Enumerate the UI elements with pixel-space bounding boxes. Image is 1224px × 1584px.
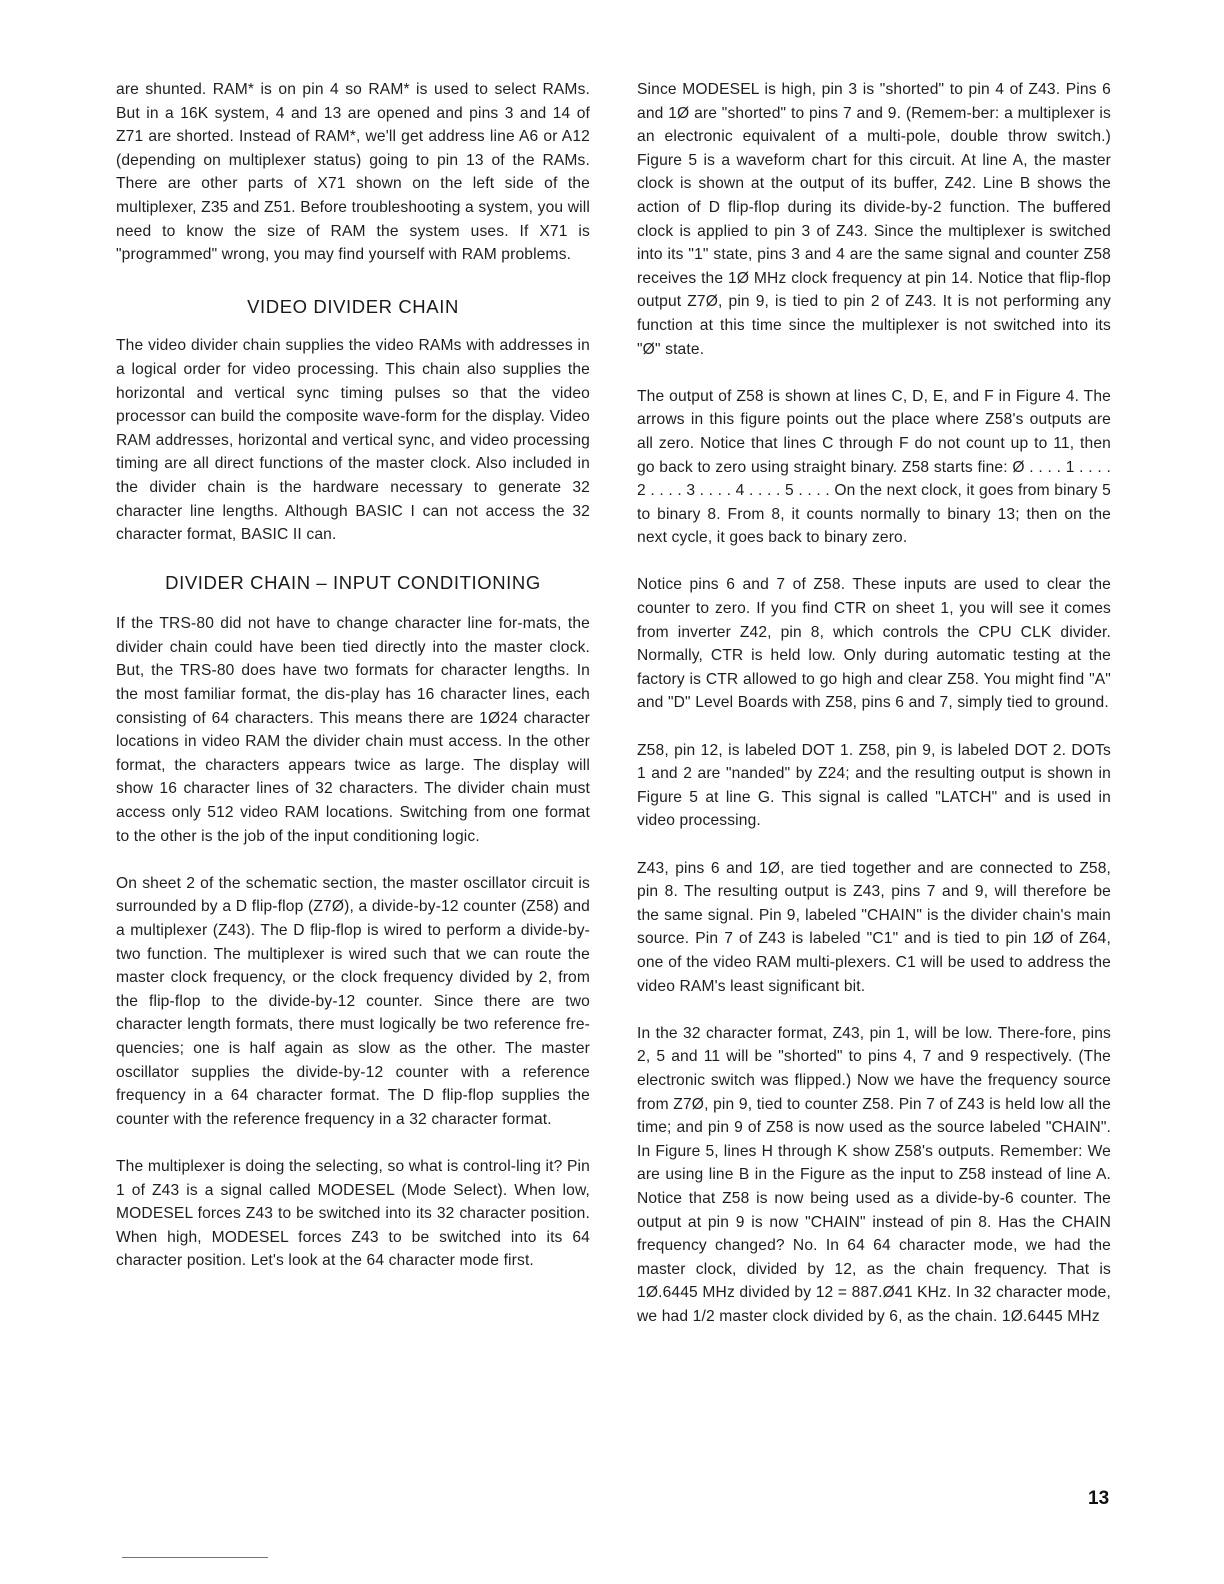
ctr-clear-paragraph: Notice pins 6 and 7 of Z58. These inputs are used to clear the counter to zero. If you find CTR on sheet 1, you will see it comes from inverter Z42, pin 8, which controls the CPU CLK divider. Normally, CTR is held low. Only during automatic testing at the factory is CTR allowed to go high and clear Z58. You might find "A" and "D" Level Boards with Z58, pins 6 and 7, simply tied to ground. (637, 576, 1111, 712)
right-column (637, 78, 1111, 1328)
modesel-paragraph: Since MODESEL is high, pin 3 is "shorted" to pin 4 of Z43. Pins 6 and 1Ø are "shorted" to pins 7 and 9. (Remem-ber: a multiplexer is an electronic equivalent of a multi-pole, double throw switch.) Figure 5 is a waveform chart for this circuit. At line A, the master clock is shown at the output of its buffer, Z42. Line B shows the action of D flip-flop during its divide-by-2 function. The buffered clock is applied to pin 3 of Z43. Since the multiplexer is switched into its "1" state, pins 3 and 4 are the same signal and counter Z58 receives the 1Ø MHz clock frequency at pin 14. Notice that flip-flop output Z7Ø, pin 9, is tied to pin 2 of Z43. It is not performing any function at this time since the multiplexer is not switched into its "Ø" state. (637, 81, 1111, 358)
dot-latch-paragraph: Z58, pin 12, is labeled DOT 1. Z58, pin 9, is labeled DOT 2. DOTs 1 and 2 are "nanded" by Z24; and the resulting output is shown in Figure 5 at line G. This signal is called "LATCH" and is used in video processing. (637, 741, 1111, 830)
page-number: 13 (1088, 1488, 1110, 1509)
chain-source-paragraph: Z43, pins 6 and 1Ø, are tied together and are connected to Z58, pin 8. The resulting output is Z43, pins 7 and 9, will therefore be the same signal. Pin 9, labeled "CHAIN" is the divider chain's main source. Pin 7 of Z43 is labeled "C1" and is tied to pin 1Ø of Z64, one of the video RAM multi-plexers. C1 will be used to address the video RAM's least significant bit. (637, 859, 1111, 995)
left-column (116, 78, 590, 1273)
footer-rule (122, 1557, 268, 1558)
section-heading-video-divider-chain: VIDEO DIVIDER CHAIN (247, 296, 459, 318)
z58-output-paragraph: The output of Z58 is shown at lines C, D, E, and F in Figure 4. The arrows in this figure points out the place where Z58's outputs are all zero. Notice that lines C through F do not count up to 11, then go back to zero using straight binary. Z58 starts fine: Ø . . . . 1 . . . . 2 . . . . 3 . . . . 4 . . . . 5 . . . . On the next clock, it goes from binary 5 to binary 8. From 8, it counts normally to binary 13; then on the next cycle, it goes back to binary zero. (637, 387, 1111, 547)
input-conditioning-paragraph-2: On sheet 2 of the schematic section, the master oscillator circuit is surrounded by a D flip-flop (Z7Ø), a divide-by-12 counter (Z58) and a multiplexer (Z43). The D flip-flop is wired to perform a divide-by-two function. The multiplexer is wired such that we can route the master clock frequency, or the clock frequency divided by 2, from the flip-flop to the divide-by-12 counter. Since there are two character length formats, there must logically be two reference fre-quencies; one is half again as slow as the other. The master oscillator supplies the divide-by-12 counter with a reference frequency in a 64 character format. The D flip-flop supplies the counter with the reference frequency in a 32 character format. (116, 874, 590, 1128)
thirty-two-character-paragraph: In the 32 character format, Z43, pin 1, will be low. There-fore, pins 2, 5 and 11 will be "shorted" to pins 4, 7 and 9 respectively. (The electronic switch was flipped.) Now we have the frequency source from Z7Ø, pin 9, tied to counter Z58. Pin 7 of Z43 is held low all the time; and pin 9 of Z58 is now used as the source labeled "CHAIN". In Figure 5, lines H through K show Z58's outputs. Remember: We are using line B in the Figure as the input to Z58 instead of line A. Notice that Z58 is now being used as a divide-by-6 counter. The output at pin 9 is now "CHAIN" instead of pin 8. Has the CHAIN frequency changed? No. In 64 64 character mode, we had the master clock, divided by 12, as the chain frequency. That is 1Ø.6445 MHz divided by 12 = 887.Ø41 KHz. In 32 character mode, we had 1/2 master clock divided by 6, as the chain. 1Ø.6445 MHz (637, 1024, 1111, 1325)
intro-paragraph: are shunted. RAM* is on pin 4 so RAM* is used to select RAMs. But in a 16K system, 4 and 13 are opened and pins 3 and 14 of Z71 are shorted. Instead of RAM*, we'll get address line A6 or A12 (depending on multiplexer status) going to pin 13 of the RAMs. There are other parts of X71 shown on the left side of the multiplexer, Z35 and Z51. Before troubleshooting a system, you will need to know the size of RAM the system uses. If X71 is "programmed" wrong, you may find yourself with RAM problems. (116, 81, 590, 264)
video-divider-paragraph: The video divider chain supplies the video RAMs with addresses in a logical order for video processing. This chain also supplies the horizontal and vertical sync timing pulses so that the video processor can build the composite wave-form for the display. Video RAM addresses, horizontal and vertical sync, and video processing timing are all direct functions of the master clock. Also included in the divider chain is the hardware necessary to generate 32 character line lengths. Although BASIC I can not access the 32 character format, BASIC II can. (116, 337, 590, 544)
section-heading-input-conditioning: DIVIDER CHAIN – INPUT CONDITIONING (165, 572, 541, 594)
input-conditioning-paragraph-1: If the TRS-80 did not have to change character line for-mats, the divider chain could have been tied directly into the master clock. But, the TRS-80 does have two formats for character lengths. In the most familiar format, the dis-play has 16 character lines, each consisting of 64 characters. This means there are 1Ø24 character locations in video RAM the divider chain must access. In the other format, the characters appears twice as large. The display will show 16 character lines of 32 characters. The divider chain must access only 512 video RAM locations. Switching from one format to the other is the job of the input conditioning logic. (116, 615, 590, 845)
input-conditioning-paragraph-3: The multiplexer is doing the selecting, so what is control-ling it? Pin 1 of Z43 is a signal called MODESEL (Mode Select). When low, MODESEL forces Z43 to be switched into its 32 character position. When high, MODESEL forces Z43 to be switched into its 64 character position. Let's look at the 64 character mode first. (116, 1157, 590, 1270)
